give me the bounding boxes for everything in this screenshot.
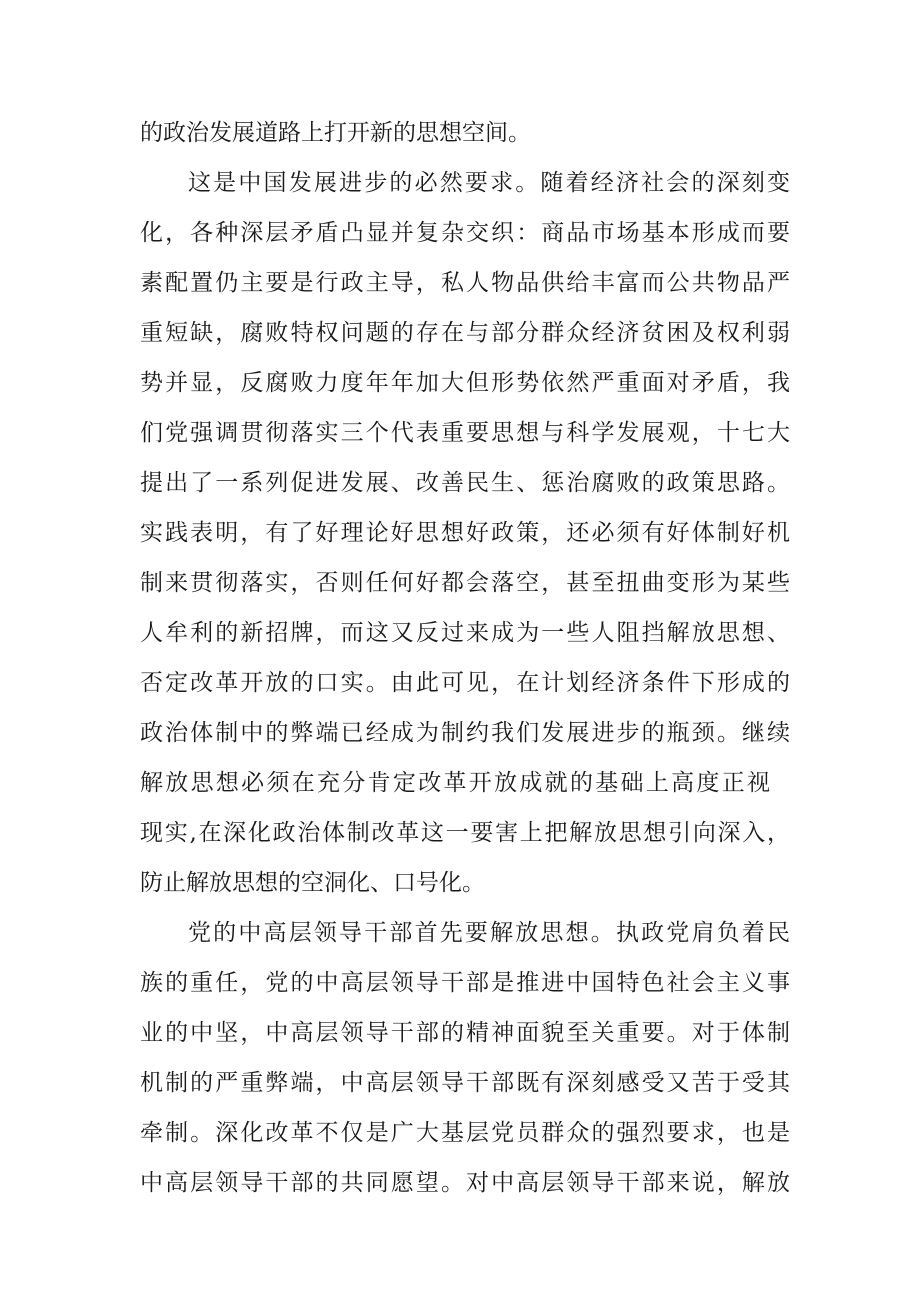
text-line: 制来贯彻落实，否则任何好都会落空，甚至扭曲变形为某些	[140, 570, 790, 596]
text-line: 化，各种深层矛盾凸显并复杂交织：商品市场基本形成而要	[140, 220, 790, 246]
text-line: 否定改革开放的口实。由此可见，在计划经济条件下形成的	[140, 670, 790, 696]
text-line: 势并显，反腐败力度年年加大但形势依然严重面对矛盾，我	[140, 370, 790, 396]
text-line: 现实,在深化政治体制改革这一要害上把解放思想引向深入，	[140, 820, 790, 846]
paragraph-start-line: 这是中国发展进步的必然要求。随着经济社会的深刻变	[188, 170, 790, 196]
text-line: 机制的严重弊端，中高层领导干部既有深刻感受又苦于受其	[140, 1070, 790, 1096]
text-line: 人牟利的新招牌，而这又反过来成为一些人阻挡解放思想、	[140, 620, 790, 646]
text-line: 实践表明，有了好理论好思想好政策，还必须有好体制好机	[140, 520, 790, 546]
text-line: 牵制。深化改革不仅是广大基层党员群众的强烈要求，也是	[140, 1120, 790, 1146]
text-line: 防止解放思想的空洞化、口号化。	[140, 870, 485, 896]
text-line: 业的中坚，中高层领导干部的精神面貌至关重要。对于体制	[140, 1020, 790, 1046]
text-line: 中高层领导干部的共同愿望。对中高层领导干部来说，解放	[140, 1170, 790, 1196]
text-line: 的政治发展道路上打开新的思想空间。	[140, 120, 531, 146]
text-line: 重短缺，腐败特权问题的存在与部分群众经济贫困及权利弱	[140, 320, 790, 346]
paragraph-start-line: 党的中高层领导干部首先要解放思想。执政党肩负着民	[188, 920, 790, 946]
text-line: 族的重任，党的中高层领导干部是推进中国特色社会主义事	[140, 970, 790, 996]
text-line: 解放思想必须在充分肯定改革开放成就的基础上高度正视	[140, 770, 770, 796]
text-line: 素配置仍主要是行政主导，私人物品供给丰富而公共物品严	[140, 270, 790, 296]
text-line: 们党强调贯彻落实三个代表重要思想与科学发展观，十七大	[140, 420, 790, 446]
text-line: 提出了一系列促进发展、改善民生、惩治腐败的政策思路。	[140, 470, 790, 496]
text-line: 政治体制中的弊端已经成为制约我们发展进步的瓶颈。继续	[140, 720, 790, 746]
